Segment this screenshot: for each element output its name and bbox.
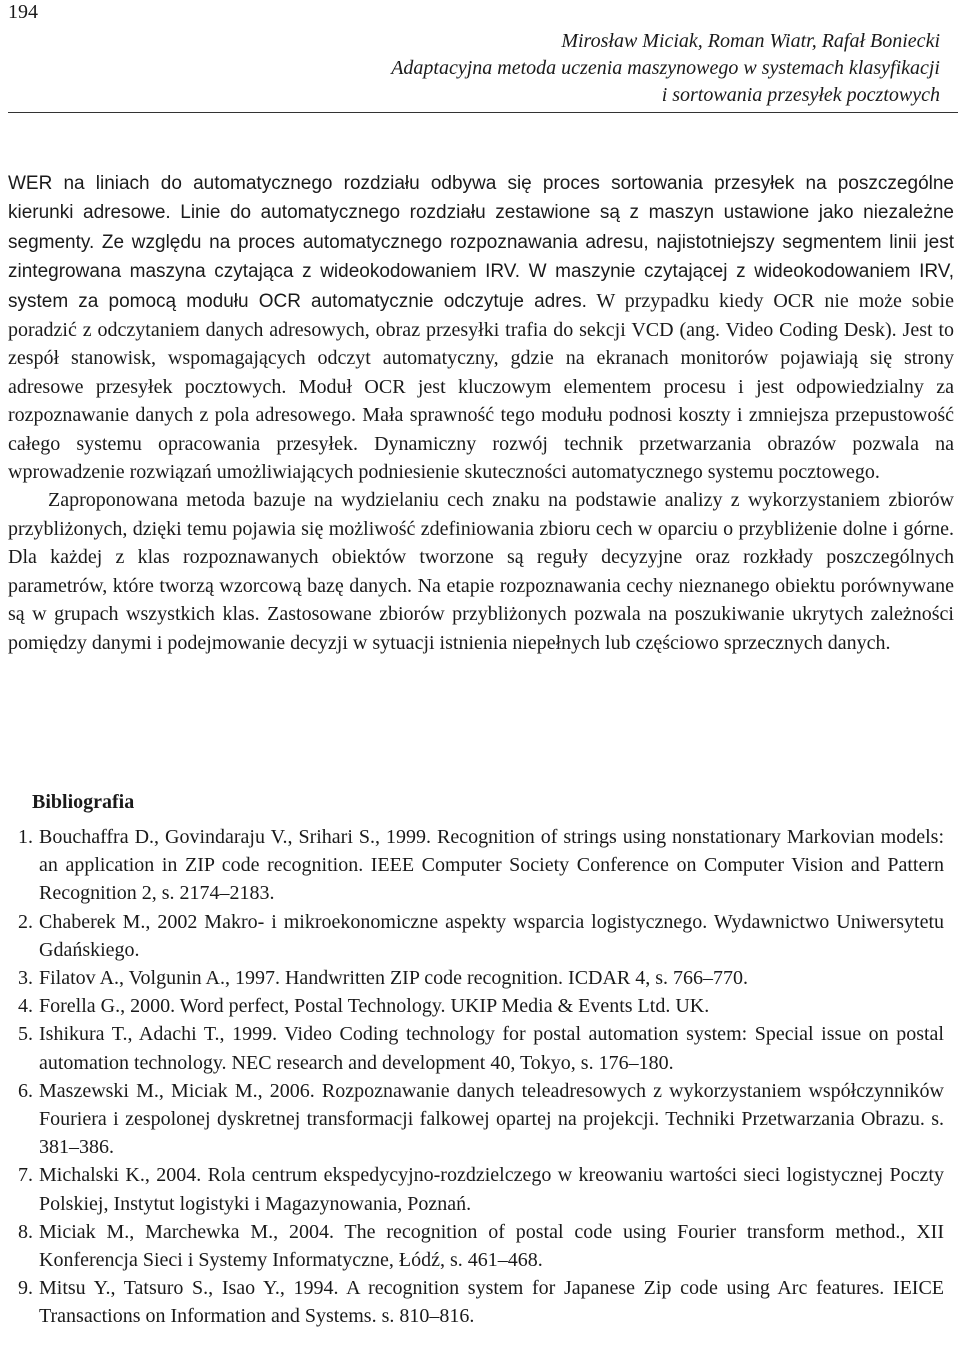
bibliography-item-number: 1. [18,826,33,848]
bibliography-item-text: Forella G., 2000. Word perfect, Postal Technology. UKIP Media & Events Ltd. UK. [39,995,710,1018]
bibliography-item [8,1218,944,1274]
header-authors: Mirosław Miciak, Roman Wiatr, Rafał Boniecki [561,30,940,52]
bibliography-item [8,1077,944,1162]
bibliography-item [8,992,944,1020]
bibliography-item [8,823,944,908]
bibliography-item [8,908,944,964]
bibliography-item [8,1161,944,1217]
bibliography-item-text: Bouchaffra D., Govindaraju V., Srihari S., 1999. Recognition of strings using nonstationary Markovian models: an application in ZIP code recognition. IEEE Computer Society Conference on Computer Vision and Pattern Recognition 2, s. 2174–2183. [39,826,944,905]
bibliography-heading: Bibliografia [32,791,135,813]
bibliography-item-text: Ishikura T., Adachi T., 1999. Video Coding technology for postal automation system: Special issue on postal automation technology. NEC research and development 40, Tokyo, s. 176–180. [39,1023,944,1074]
bibliography-item-number: 5. [18,1023,33,1046]
body-paragraph-2: Zaproponowana metoda bazuje na wydzielaniu cech znaku na podstawie analizy z wykorzystaniem zbiorów przybliżonych, dzięki temu pojawia się możliwość zdefiniowania zbioru cech w oparciu o przybliżenie dolne i górne. Dla każdej z klas rozpoznawanych obiektów tworzone są reguły decyzyjne oraz rozkłady poszczególnych parametrów, które tworzą wzorcową bazę danych. Na etapie rozpoznawania cechy nieznanego obiektu porównywane są w grupach wszystkich klas. Zastosowane zbiorów przybliżonych pozwala na poszukiwanie ukrytych zależności pomiędzy danymi i podejmowanie decyzji w sytuacji istnienia niepełnych lub częściowo sprzecznych danych. [8,489,954,654]
body-paragraph-1-sans-part: WER na liniach do automatycznego rozdziału odbywa się proces sortowania przesyłek na poszczególne kierunki adresowe. Linie do automatycznego rozdziału zestawione są z maszyn ustawione jako niezależne segmenty. Ze względu na proces automatycznego rozpoznawania adresu, najistotniejszy segmentem linii jest zintegrowana maszyna czytająca z wideokodowaniem IRV. W maszynie czytającej z wideokodowaniem IRV, system za pomocą modułu OCR automatycznie odczytuje adres. [8,173,954,312]
bibliography-item-text: Mitsu Y., Tatsuro S., Isao Y., 1994. A recognition system for Japanese Zip code using Arc features. IEICE Transactions on Information and Systems. s. 810–816. [39,1277,944,1328]
body-paragraph-1 [8,169,954,486]
body-paragraph-1-serif-part: W przypadku kiedy OCR nie może sobie poradzić z odczytaniem danych adresowych, obraz przesyłki trafia do sekcji VCD (ang. Video Coding Desk). Jest to zespół stanowisk, wspomagających odczyt automatyczny, gdzie na ekranach monitorów pojawiają się strony adresowe przesyłek pocztowych. Moduł OCR jest kluczowym elementem procesu i jest odpowiedzialny za rozpoznawanie danych z pola adresowego. Mała sprawność tego modułu podnosi koszty i zmniejsza przepustowość całego systemu opracowania przesyłek. Dynamiczny rozwój technik przetwarzania obrazów pozwala na wprowadzenie rozwiązań umożliwiających podniesienie skuteczności automatycznego systemu pocztowego. [8,289,954,484]
bibliography-item [8,1274,944,1330]
bibliography-item-text: Michalski K., 2004. Rola centrum ekspedycyjno-rozdzielczego w kreowaniu wartości sieci logistycznej Poczty Polskiej, Instytut logistyki i Magazynowania, Poznań. [39,1164,944,1215]
header-divider [8,112,958,113]
bibliography-item-number: 9. [18,1277,33,1300]
body-text [8,169,954,657]
bibliography-item-number: 7. [18,1164,33,1187]
bibliography-item-number: 6. [18,1079,33,1102]
bibliography-item-number: 3. [18,967,33,990]
header-title-line1: Adaptacyjna metoda uczenia maszynowego w systemach klasyfikacji [391,57,940,79]
bibliography-item-text: Chaberek M., 2002 Makro- i mikroekonomiczne aspekty wsparcia logistycznego. Wydawnictwo Uniwersytetu Gdańskiego. [39,910,944,961]
bibliography-item [8,964,944,992]
running-header [240,28,940,109]
bibliography-item-text: Maszewski M., Miciak M., 2006. Rozpoznawanie danych teleadresowych z wykorzystaniem współczynników Fouriera i zespolonej dyskretnej transformacji falkowej opartej na projekcji. Techniki Przetwarzania Obrazu. s. 381–386. [39,1079,944,1159]
bibliography-item-number: 4. [18,995,33,1018]
page-number: 194 [8,1,38,23]
bibliography-list [8,823,944,1331]
bibliography-item-number: 8. [18,1220,33,1243]
header-title-line2: i sortowania przesyłek pocztowych [661,84,940,106]
bibliography-item-text: Filatov A., Volgunin A., 1997. Handwritten ZIP code recognition. ICDAR 4, s. 766–770. [39,967,749,990]
bibliography-item [8,1020,944,1076]
bibliography-item-text: Miciak M., Marchewka M., 2004. The recognition of postal code using Fourier transform method., XII Konferencja Sieci i Systemy Informatyczne, Łódź, s. 461–468. [39,1220,944,1272]
bibliography-item-number: 2. [18,910,33,933]
